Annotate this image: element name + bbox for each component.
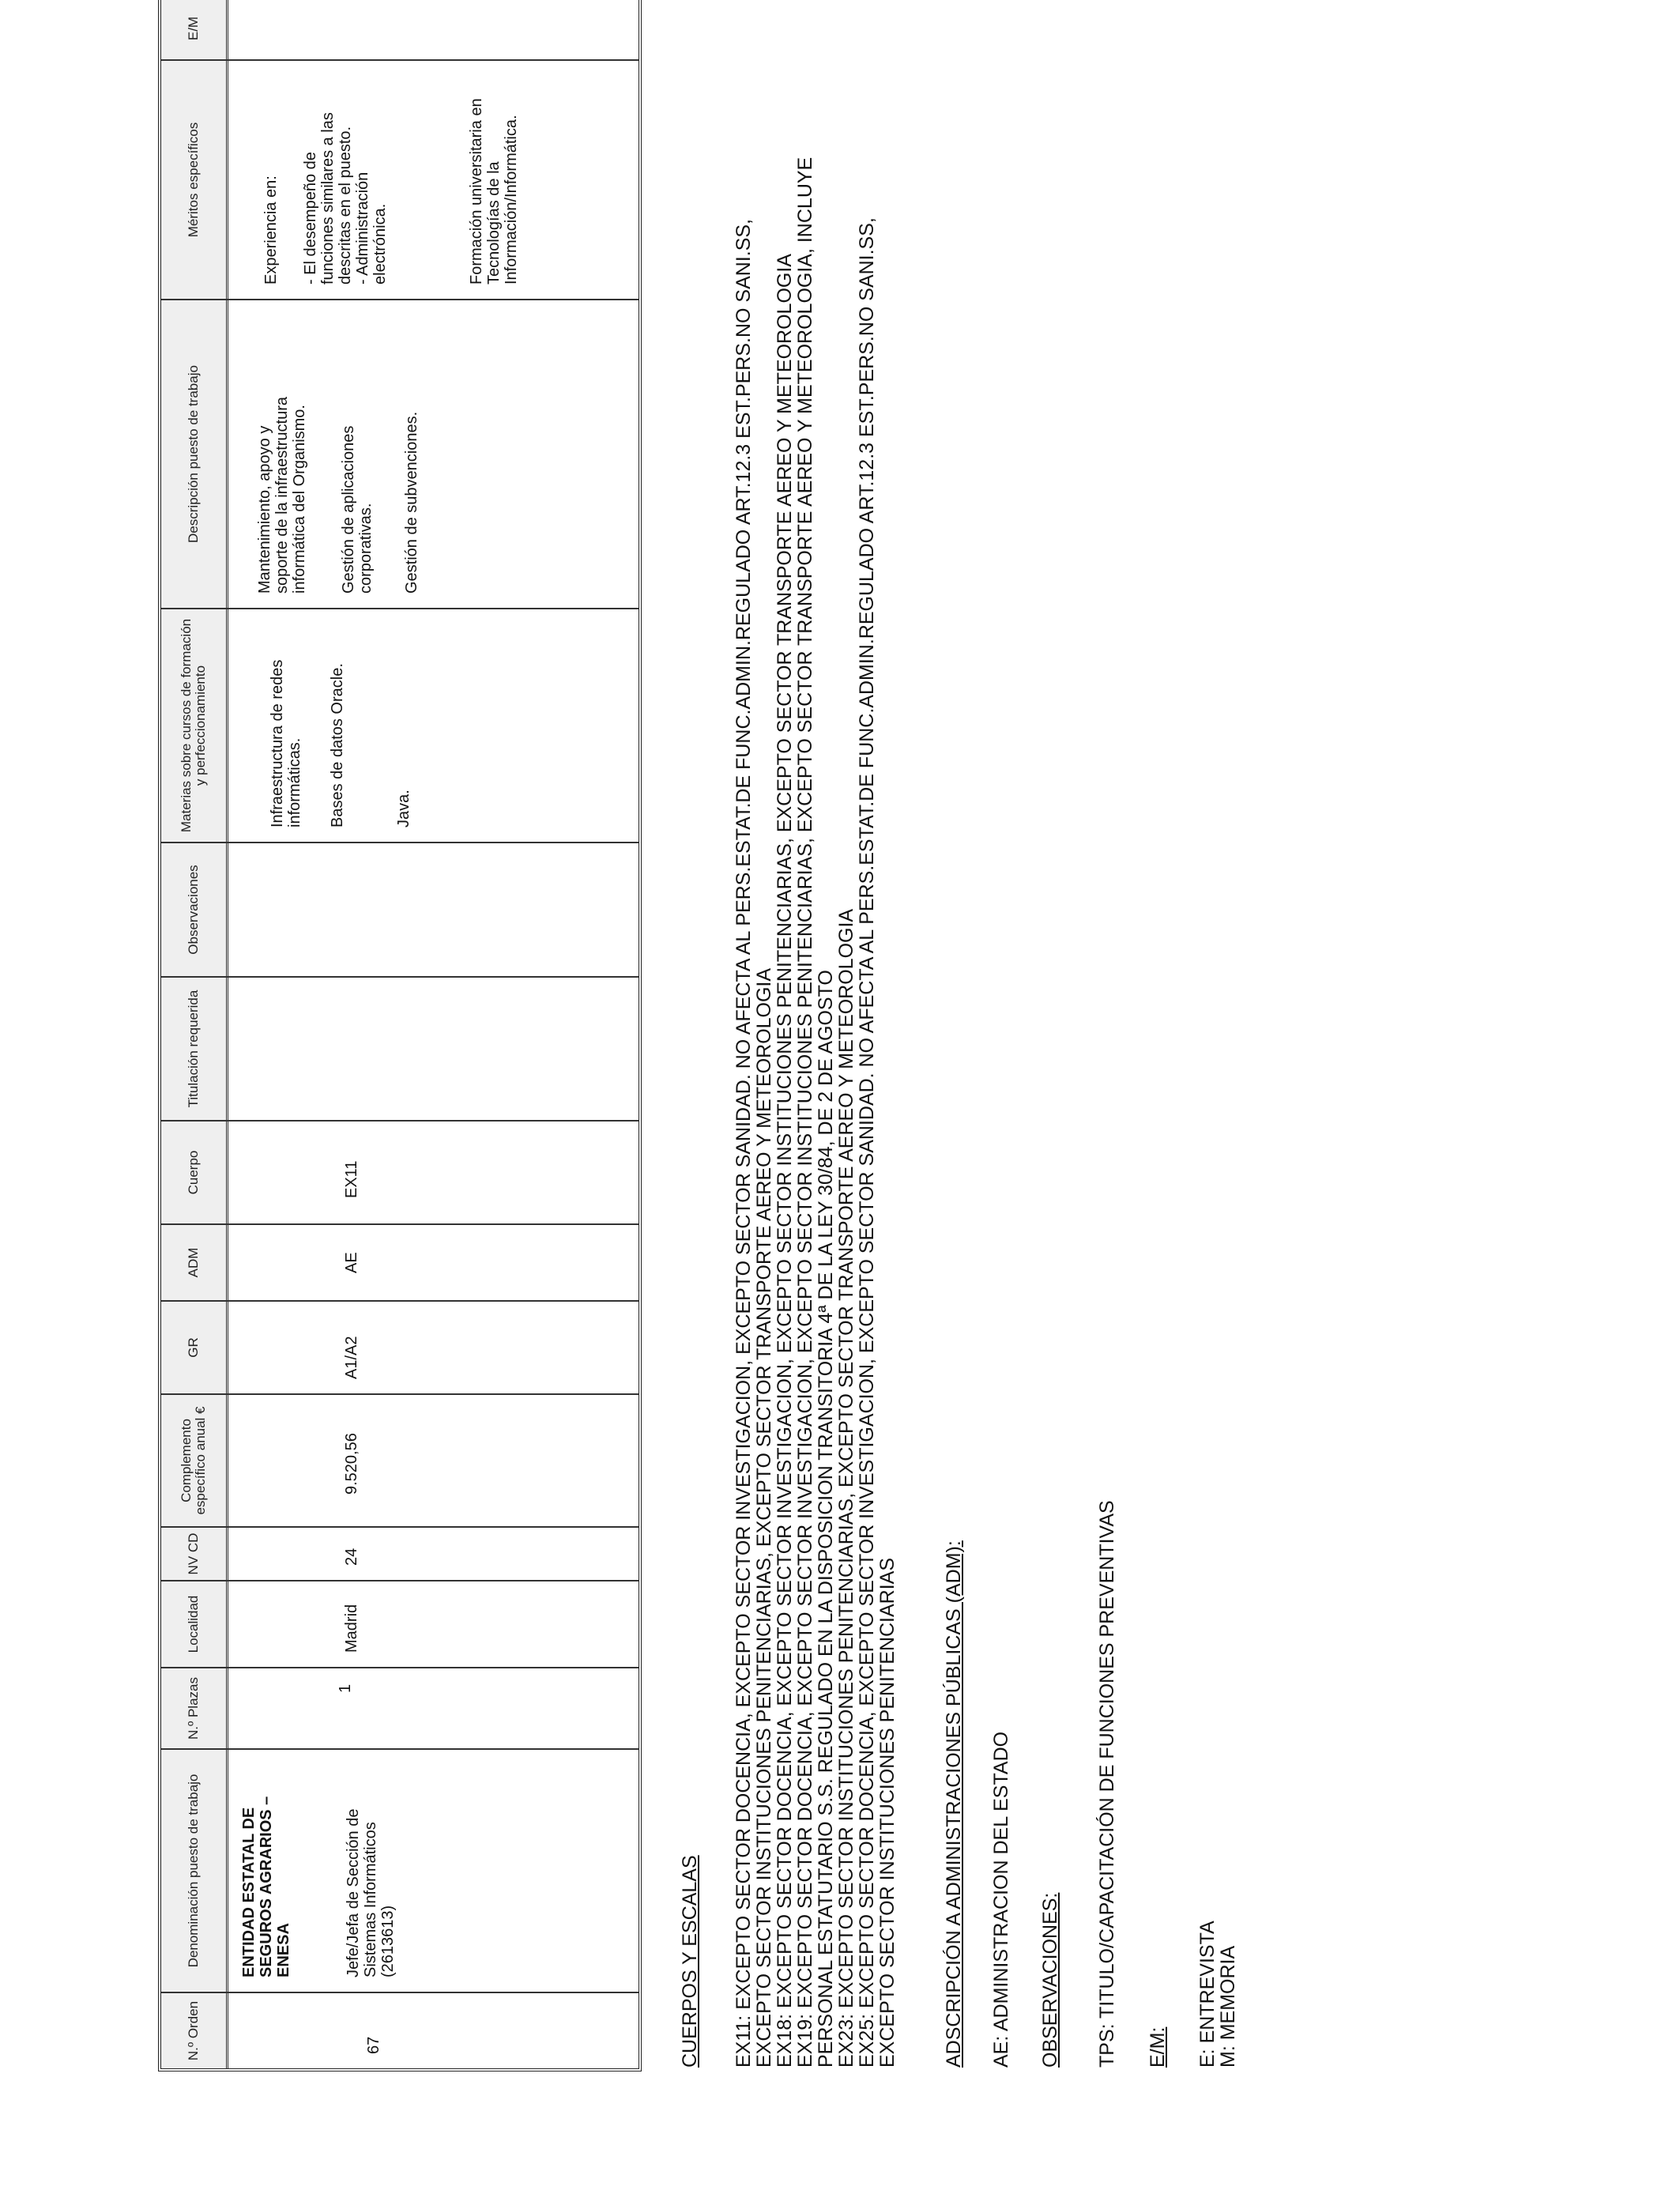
column-localidad bbox=[161, 1581, 638, 1668]
header-nivel: NV CD bbox=[161, 1528, 228, 1580]
header-localidad: Localidad bbox=[161, 1581, 228, 1667]
header-observaciones: Observaciones bbox=[161, 843, 228, 976]
cell-grupo: A1/A2 bbox=[343, 1336, 360, 1379]
cuerpos-line: EX19: EXCEPTO SECTOR DOCENCIA, EXCEPTO SECTOR INVESTIGACION, EXCEPTO SECTOR INSTITUCIONES PENITENCIARIAS, EXCEPTO SECTOR TRANSPORTE AEREO Y METEOROLOGIA, INCLUYE bbox=[794, 156, 816, 2068]
cuerpos-title: CUERPOS Y ESCALAS bbox=[679, 1855, 701, 2068]
header-orden: N.º Orden bbox=[161, 1993, 228, 2068]
cell-meritos-3: Formación universitaria en Tecnologías de la Información/Informática. bbox=[468, 98, 520, 285]
cell-plazas: 1 bbox=[337, 1683, 354, 1693]
cell-descripcion-2: Gestión de aplicaciones corporativas. bbox=[340, 425, 375, 594]
cuerpos-line: EX25: EXCEPTO SECTOR DOCENCIA, EXCEPTO SECTOR INVESTIGACION, EXCEPTO SECTOR SANIDAD. NO AFECTA AL PERS.ESTAT.DE FUNC.ADMIN.REGULADO ART.12.3 EST.PERS.NO SANI.SS, bbox=[856, 217, 878, 2068]
column-descripcion bbox=[161, 300, 638, 609]
entity-name: ENTIDAD ESTATAL DE SEGUROS AGRARIOS – ENESA bbox=[240, 1796, 292, 1977]
column-cuerpo bbox=[161, 1122, 638, 1225]
header-meritos: Méritos específicos bbox=[161, 61, 228, 299]
cuerpos-line: EX18: EXCEPTO SECTOR DOCENCIA, EXCEPTO SECTOR INVESTIGACION, EXCEPTO SECTOR INSTITUCIONES PENITENCIARIAS, EXCEPTO SECTOR TRANSPORTE AEREO Y METEOROLOGIA bbox=[774, 254, 796, 2068]
header-titulacion: Titulación requerida bbox=[161, 978, 228, 1120]
column-complemento bbox=[161, 1395, 638, 1528]
header-materias: Materias sobre cursos de formación y perfeccionamiento bbox=[161, 609, 228, 842]
column-nivel bbox=[161, 1528, 638, 1581]
cuerpos-line: EX11: EXCEPTO SECTOR DOCENCIA, EXCEPTO SECTOR INVESTIGACION, EXCEPTO SECTOR SANIDAD. NO AFECTA AL PERS.ESTAT.DE FUNC.ADMIN.REGULADO ART.12.3 EST.PERS.NO SANI.SS, bbox=[733, 218, 755, 2068]
header-descripcion: Descripción puesto de trabajo bbox=[161, 300, 228, 608]
em-title: E/M: bbox=[1147, 2026, 1169, 2068]
column-materias bbox=[161, 609, 638, 843]
column-orden bbox=[161, 1993, 638, 2068]
cell-nivel: 24 bbox=[343, 1547, 360, 1566]
adscripcion-ae: AE: ADMINISTRACION DEL ESTADO bbox=[990, 1731, 1012, 2068]
cell-complemento: 9.520,56 bbox=[343, 1433, 360, 1495]
header-complemento: Complemento específico anual € bbox=[161, 1395, 228, 1526]
cell-materias-2: Bases de datos Oracle. bbox=[329, 663, 346, 827]
cell-meritos-2: - El desempeño de funciones similares a las descritas en el puesto. - Administración electrónica. bbox=[302, 112, 389, 285]
cell-meritos-1: Experiencia en: bbox=[262, 175, 280, 285]
cell-materias-1: Infraestructura de redes informáticas. bbox=[269, 659, 303, 827]
column-titulacion bbox=[161, 978, 638, 1122]
cuerpos-line: EX23: EXCEPTO SECTOR INSTITUCIONES PENITENCIARIAS, EXCEPTO SECTOR TRANSPORTE AEREO Y METEOROLOGIA bbox=[835, 908, 857, 2068]
observaciones-tps: TPS: TITULO/CAPACITACIÓN DE FUNCIONES PREVENTIVAS bbox=[1096, 1500, 1118, 2068]
cell-materias-3: Java. bbox=[395, 790, 412, 827]
header-cuerpo: Cuerpo bbox=[161, 1122, 228, 1223]
header-plazas: N.º Plazas bbox=[161, 1668, 228, 1748]
header-grupo: GR bbox=[161, 1302, 228, 1393]
column-observaciones bbox=[161, 843, 638, 978]
cell-cuerpo: EX11 bbox=[343, 1160, 360, 1198]
column-em bbox=[161, 0, 638, 61]
column-plazas bbox=[161, 1668, 638, 1750]
em-entrevista: E: ENTREVISTA bbox=[1196, 1921, 1219, 2068]
cuerpos-line: PERSONAL ESTATUTARIO S.S. REGULADO EN LA DISPOSICION TRANSITORIA 4ª DE LA LEY 30/84, DE 2 DE AGOSTO bbox=[815, 970, 837, 2068]
cell-localidad: Madrid bbox=[343, 1604, 360, 1653]
observaciones-title: OBSERVACIONES: bbox=[1039, 1892, 1061, 2068]
cell-descripcion-3: Gestión de subvenciones. bbox=[403, 411, 420, 594]
column-denominacion bbox=[161, 1750, 638, 1993]
adscripcion-title: ADSCRIPCIÓN A ADMINISTRACIONES PÚBLICAS (ADM): bbox=[943, 1540, 965, 2068]
cuerpos-line: EXCEPTO SECTOR INSTITUCIONES PENITENCIARIAS bbox=[876, 1557, 898, 2068]
column-grupo bbox=[161, 1302, 638, 1395]
positions-table bbox=[158, 0, 642, 2071]
em-memoria: M: MEMORIA bbox=[1217, 1945, 1239, 2068]
cell-adm: AE bbox=[343, 1252, 360, 1273]
header-em: E/M bbox=[161, 0, 228, 59]
cuerpos-line: EXCEPTO SECTOR INSTITUCIONES PENITENCIARIAS, EXCEPTO SECTOR TRANSPORTE AEREO Y METEOROLOGIA bbox=[753, 967, 775, 2068]
header-adm: ADM bbox=[161, 1225, 228, 1300]
column-meritos bbox=[161, 61, 638, 300]
cell-orden: 67 bbox=[365, 2036, 382, 2054]
cell-descripcion-1: Mantenimiento, apoyo y soporte de la infraestructura informática del Organismo. bbox=[256, 396, 308, 594]
cell-denominacion: Jefe/Jefa de Sección de Sistemas Informáticos (2613613) bbox=[345, 1808, 397, 1977]
header-denominacion: Denominación puesto de trabajo bbox=[161, 1750, 228, 1992]
column-adm bbox=[161, 1225, 638, 1302]
